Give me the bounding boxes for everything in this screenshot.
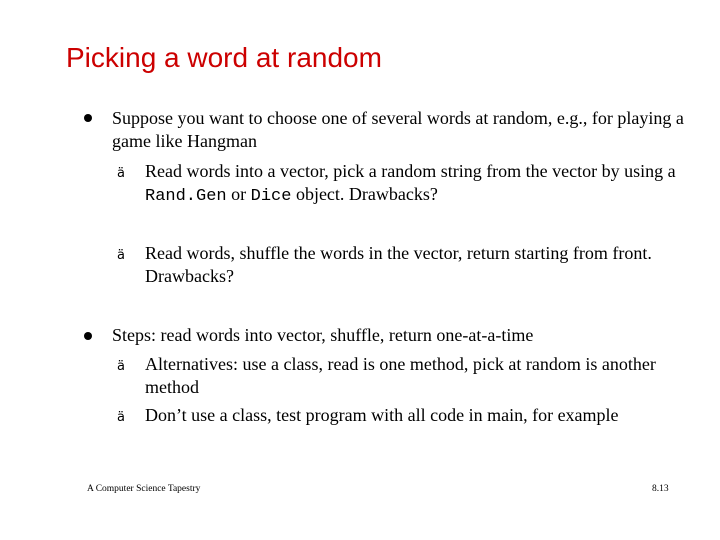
sub-bullet-item-1-1 (145, 160, 705, 208)
sub-bullet-icon: ä (117, 410, 125, 425)
sub-bullet-text: Read words into a vector, pick a random string from the vector by using a (145, 161, 676, 181)
code-rand-gen: Rand.Gen (145, 187, 227, 206)
slide-title: Picking a word at random (66, 42, 382, 73)
sub-bullet-icon: ä (117, 166, 125, 181)
code-dice: Dice (250, 187, 292, 206)
sub-bullet-item-2-1: Alternatives: use a class, read is one method, pick at random is another method (145, 354, 656, 397)
footer-page-number: 8.13 (652, 484, 669, 494)
bullet-dot-icon (84, 114, 92, 122)
sub-bullet-text: object. Drawbacks? (291, 184, 438, 204)
sub-bullet-text: or (226, 184, 251, 204)
sub-bullet-item-1-2: Read words, shuffle the words in the vector, return starting from front. Drawbacks? (145, 243, 652, 286)
footer-book-title: A Computer Science Tapestry (87, 484, 201, 494)
bullet-item-2: Steps: read words into vector, shuffle, return one-at-a-time (112, 325, 534, 345)
sub-bullet-item-2-2: Don’t use a class, test program with all code in main, for example (145, 405, 619, 425)
sub-bullet-icon: ä (117, 359, 125, 374)
bullet-item-1: Suppose you want to choose one of several words at random, e.g., for playing a game like Hangman (112, 108, 684, 151)
bullet-dot-icon (84, 332, 92, 340)
sub-bullet-icon: ä (117, 248, 125, 263)
